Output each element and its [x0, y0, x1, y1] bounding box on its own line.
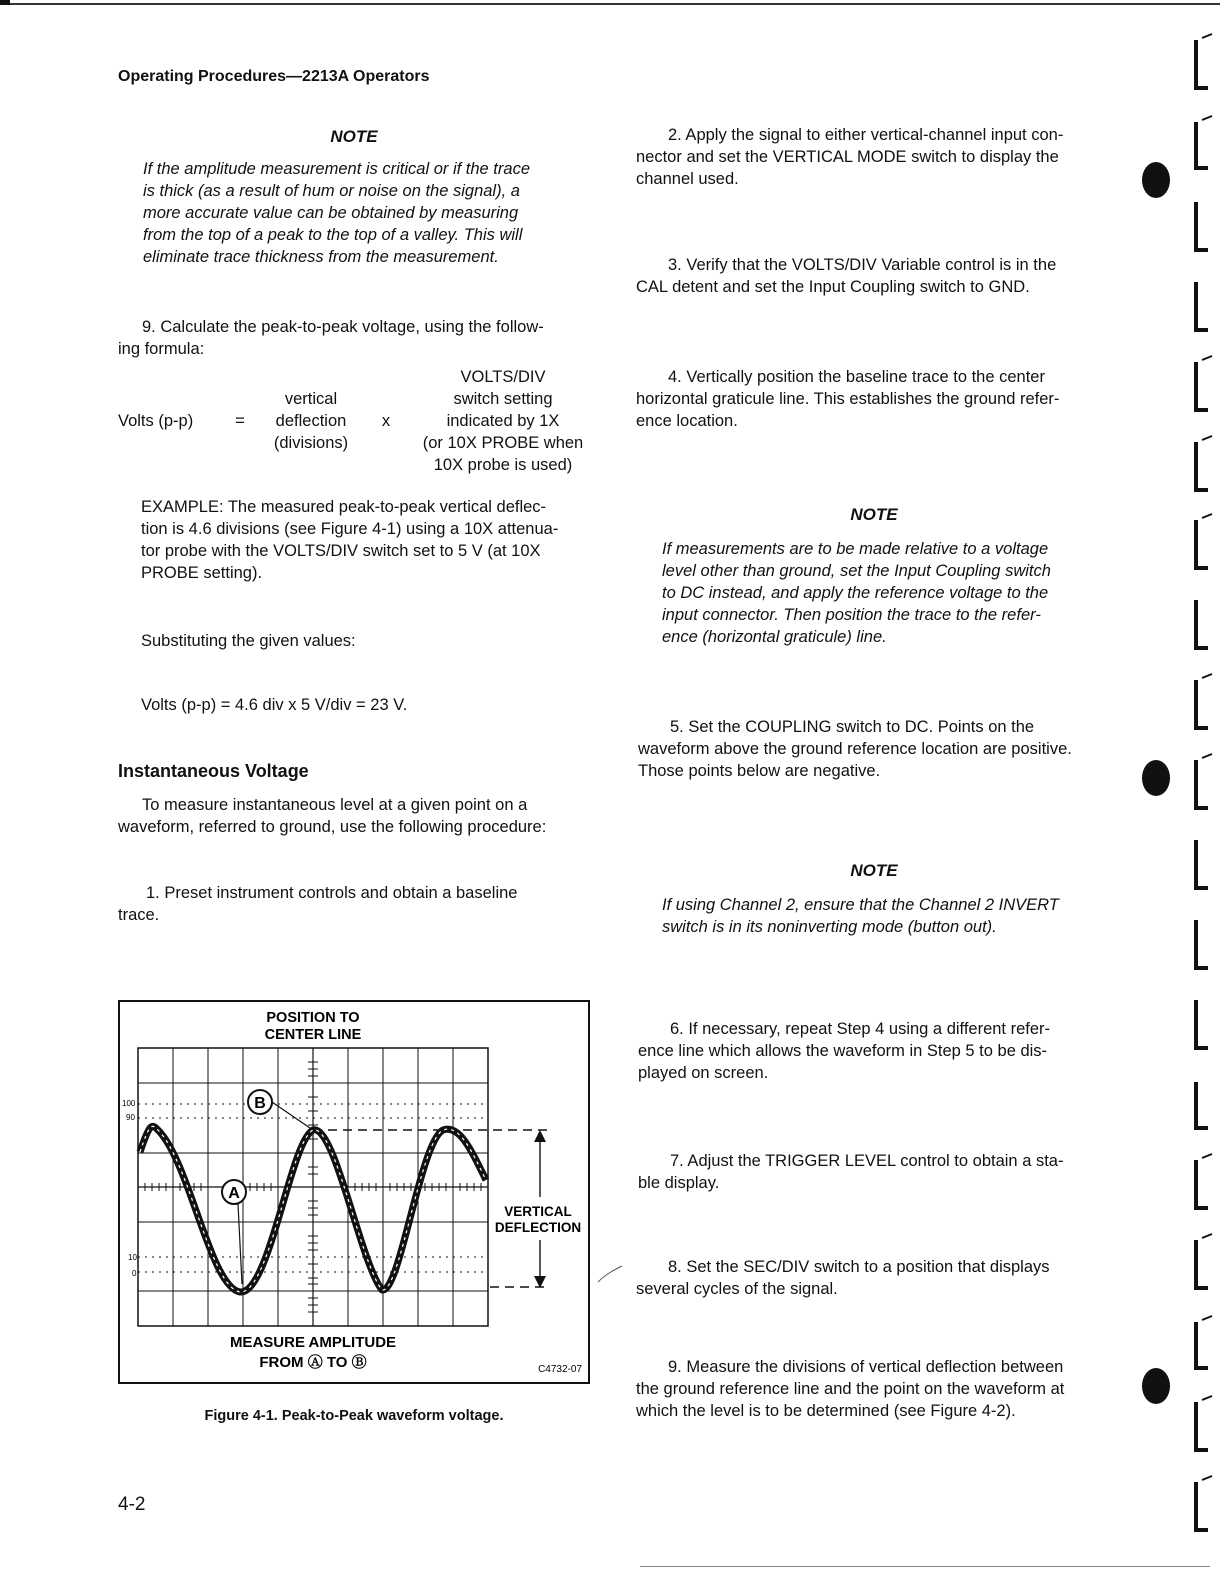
formula-text: (divisions) [273, 434, 349, 452]
step-text: waveform above the ground reference location are positive. [638, 740, 1072, 758]
note-line: eliminate trace thickness from the measurement. [143, 248, 499, 266]
step-1 [118, 882, 593, 926]
step-text: ence line which allows the waveform in Step 5 to be dis- [638, 1042, 1048, 1060]
note-line: to DC instead, and apply the reference voltage to the [662, 584, 1049, 602]
note-line: If the amplitude measurement is critical or if the trace [143, 160, 530, 178]
deflection-arrow-up-head [534, 1130, 546, 1142]
step-text: 7. Adjust the TRIGGER LEVEL control to obtain a sta- [670, 1152, 1064, 1170]
bottom-label-line-2: FROM Ⓐ TO Ⓑ [259, 1354, 367, 1371]
note-line: ence (horizontal graticule) line. [662, 628, 887, 646]
step-text: ble display. [638, 1174, 720, 1192]
formula-text: vertical [284, 390, 338, 408]
formula-volts-div [418, 366, 588, 476]
running-header: Operating Procedures—2213A Operators [118, 68, 430, 85]
step-text: channel used. [636, 170, 739, 188]
intro-line: To measure instantaneous level at a given point on a [142, 796, 528, 814]
note-body [143, 158, 573, 268]
corner-mark [0, 0, 10, 5]
side-label-line-2: DEFLECTION [494, 1220, 582, 1235]
binder-margin [1120, 0, 1220, 1584]
formula-text: indicated by 1X [446, 412, 560, 430]
bottom-edge-rule [640, 1566, 1210, 1567]
marker-a-leader [238, 1204, 242, 1284]
formula-text: deflection [275, 412, 347, 430]
formula-lhs: Volts (p-p) [118, 412, 194, 430]
example-line: tor probe with the VOLTS/DIV switch set to 5 V (at 10X [141, 542, 541, 560]
step-text: 8. Set the SEC/DIV switch to a position that displays [668, 1258, 1050, 1276]
binder-brackets [1196, 40, 1208, 1530]
top-label-line-1: POSITION TO [266, 1010, 360, 1026]
tick-label-90: 90 [126, 1113, 135, 1122]
step-2 [636, 124, 1112, 190]
bottom-label-line-1: MEASURE AMPLITUDE [229, 1334, 397, 1351]
binder-holes [1142, 162, 1170, 1404]
step-5 [638, 716, 1114, 782]
waveform-graticule-diagram [120, 1002, 588, 1382]
result-equation: Volts (p-p) = 4.6 div x 5 V/div = 23 V. [141, 696, 408, 714]
step-9-calc [118, 316, 590, 360]
note-line: from the top of a peak to the top of a valley. This will [143, 226, 523, 244]
step-7 [638, 1150, 1114, 1194]
step-text: 5. Set the COUPLING switch to DC. Points on the [670, 718, 1035, 736]
step-8 [636, 1256, 1112, 1300]
formula-text: switch setting [453, 390, 553, 408]
step-text: 6. If necessary, repeat Step 4 using a different refer- [670, 1020, 1051, 1038]
step-text: 9. Measure the divisions of vertical deflection between [668, 1358, 1064, 1376]
formula-text: (or 10X PROBE when [422, 434, 584, 452]
step-3 [636, 254, 1112, 298]
step-text: 4. Vertically position the baseline trace to the center [668, 368, 1045, 386]
note-title: NOTE [850, 861, 898, 880]
peak-to-peak-formula [118, 366, 588, 476]
example-paragraph [141, 496, 593, 584]
step-text: 9. Calculate the peak-to-peak voltage, using the follow- [142, 318, 544, 336]
note-line: If measurements are to be made relative to a voltage [662, 540, 1049, 558]
step-text: several cycles of the signal. [636, 1280, 838, 1298]
note-line: level other than ground, set the Input Coupling switch [662, 562, 1051, 580]
intro-line: waveform, referred to ground, use the following procedure: [118, 818, 547, 836]
step-text: CAL detent and set the Input Coupling switch to GND. [636, 278, 1030, 296]
tick-label-0: 0 [132, 1269, 137, 1278]
top-label-line-2: CENTER LINE [264, 1027, 362, 1043]
step-text: which the level is to be determined (see Figure 4-2). [636, 1402, 1016, 1420]
formula-text: VOLTS/DIV [460, 368, 546, 386]
note-line: more accurate value can be obtained by measuring [143, 204, 519, 222]
tick-label-10: 10 [128, 1253, 137, 1262]
formula-text: 10X probe is used) [433, 456, 573, 474]
step-text: nector and set the VERTICAL MODE switch to display the [636, 148, 1059, 166]
step-text: Those points below are negative. [638, 762, 881, 780]
step-text: 2. Apply the signal to either vertical-channel input con- [668, 126, 1064, 144]
formula-times: x [381, 412, 391, 430]
substituting-text: Substituting the given values: [141, 632, 356, 650]
step-text: horizontal graticule line. This establishes the ground refer- [636, 390, 1060, 408]
note-line: switch is in its noninverting mode (button out). [662, 918, 997, 936]
pencil-mark [596, 1264, 624, 1284]
step-text: the ground reference line and the point on the waveform at [636, 1380, 1065, 1398]
note-line: is thick (as a result of hum or noise on the signal), a [143, 182, 520, 200]
note-body [662, 538, 1102, 648]
note-line: If using Channel 2, ensure that the Channel 2 INVERT [662, 896, 1059, 914]
page-number: 4-2 [118, 1494, 146, 1515]
step-text: 3. Verify that the VOLTS/DIV Variable control is in the [668, 256, 1057, 274]
example-line: tion is 4.6 divisions (see Figure 4-1) using a 10X attenua- [141, 520, 559, 538]
step-text: 1. Preset instrument controls and obtain a baseline [146, 884, 518, 902]
step-text: played on screen. [638, 1064, 769, 1082]
figure-caption: Figure 4-1. Peak-to-Peak waveform voltage. [204, 1408, 504, 1424]
step-4 [636, 366, 1112, 432]
top-edge-rule [0, 3, 1220, 5]
formula-equals: = [235, 412, 245, 430]
step-6 [638, 1018, 1114, 1084]
marker-b-label: B [254, 1095, 266, 1112]
step-text: ing formula: [118, 340, 205, 358]
tick-label-100: 100 [122, 1099, 136, 1108]
figure-4-1-frame [118, 1000, 590, 1384]
side-label-line-1: VERTICAL [504, 1204, 572, 1219]
formula-deflection [268, 366, 354, 476]
section-title: Instantaneous Voltage [118, 761, 309, 781]
note-line: input connector. Then position the trace to the refer- [662, 606, 1041, 624]
figure-code: C4732-07 [538, 1364, 582, 1375]
example-line: EXAMPLE: The measured peak-to-peak vertical deflec- [141, 498, 547, 516]
step-9-measure [636, 1356, 1116, 1422]
step-text: ence location. [636, 412, 738, 430]
note-title: NOTE [330, 127, 378, 146]
intro-paragraph [118, 794, 593, 838]
deflection-arrow-down-head [534, 1276, 546, 1288]
marker-a-label: A [228, 1185, 240, 1202]
note-title: NOTE [850, 505, 898, 524]
step-text: trace. [118, 906, 160, 924]
note-body [662, 894, 1102, 938]
example-line: PROBE setting). [141, 564, 263, 582]
